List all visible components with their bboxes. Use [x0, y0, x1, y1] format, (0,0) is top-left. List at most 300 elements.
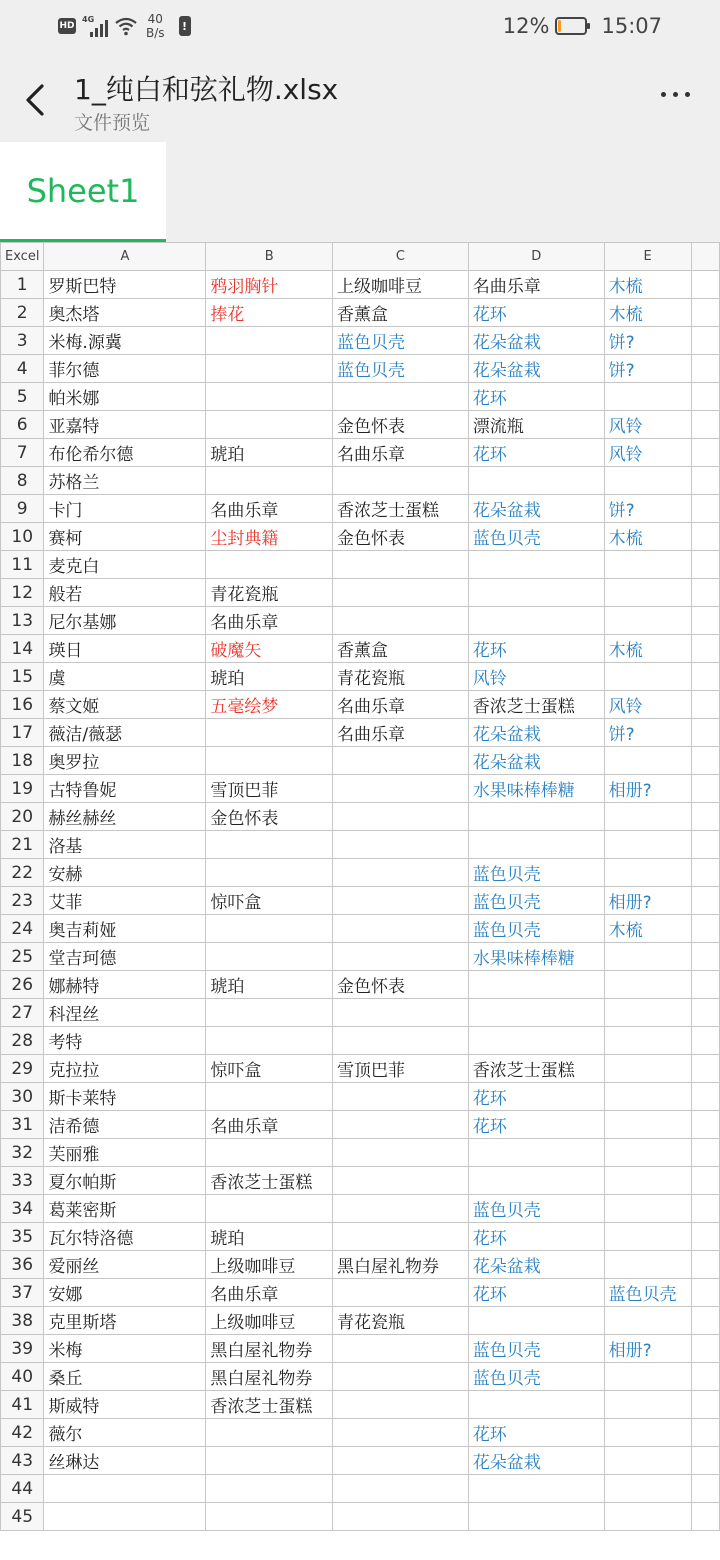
- cell-b[interactable]: 琥珀: [206, 439, 333, 467]
- cell-b[interactable]: [206, 1475, 333, 1503]
- cell-e[interactable]: [604, 999, 691, 1027]
- cell-b[interactable]: [206, 411, 333, 439]
- cell-c[interactable]: [333, 607, 469, 635]
- cell-a[interactable]: 蔡文姬: [44, 691, 206, 719]
- cell-b[interactable]: 捧花: [206, 299, 333, 327]
- cell-f[interactable]: [691, 495, 719, 523]
- row-header[interactable]: 28: [1, 1027, 44, 1055]
- cell-d[interactable]: [468, 831, 604, 859]
- cell-d[interactable]: 花环: [468, 439, 604, 467]
- cell-f[interactable]: [691, 803, 719, 831]
- row-header[interactable]: 43: [1, 1447, 44, 1475]
- cell-a[interactable]: 奥罗拉: [44, 747, 206, 775]
- cell-c[interactable]: [333, 1083, 469, 1111]
- cell-d[interactable]: 花环: [468, 1419, 604, 1447]
- cell-a[interactable]: 米梅: [44, 1335, 206, 1363]
- back-button[interactable]: [18, 78, 54, 122]
- cell-d[interactable]: [468, 999, 604, 1027]
- cell-e[interactable]: [604, 551, 691, 579]
- cell-e[interactable]: [604, 971, 691, 999]
- cell-f[interactable]: [691, 1475, 719, 1503]
- cell-e[interactable]: 饼?: [604, 719, 691, 747]
- cell-d[interactable]: 花环: [468, 1223, 604, 1251]
- cell-b[interactable]: [206, 1503, 333, 1531]
- cell-b[interactable]: 破魔矢: [206, 635, 333, 663]
- column-header-b[interactable]: B: [206, 243, 333, 271]
- cell-a[interactable]: 洁希德: [44, 1111, 206, 1139]
- cell-a[interactable]: 瓦尔特洛德: [44, 1223, 206, 1251]
- row-header[interactable]: 41: [1, 1391, 44, 1419]
- cell-e[interactable]: 相册?: [604, 887, 691, 915]
- cell-e[interactable]: 蓝色贝壳: [604, 1279, 691, 1307]
- cell-b[interactable]: [206, 467, 333, 495]
- cell-f[interactable]: [691, 439, 719, 467]
- cell-f[interactable]: [691, 1307, 719, 1335]
- cell-c[interactable]: [333, 803, 469, 831]
- cell-c[interactable]: [333, 775, 469, 803]
- cell-c[interactable]: [333, 467, 469, 495]
- cell-c[interactable]: 金色怀表: [333, 523, 469, 551]
- row-header[interactable]: 10: [1, 523, 44, 551]
- cell-d[interactable]: [468, 467, 604, 495]
- row-header[interactable]: 35: [1, 1223, 44, 1251]
- cell-c[interactable]: 上级咖啡豆: [333, 271, 469, 299]
- cell-e[interactable]: [604, 1363, 691, 1391]
- cell-e[interactable]: 饼?: [604, 327, 691, 355]
- cell-a[interactable]: 奥杰塔: [44, 299, 206, 327]
- cell-d[interactable]: 花环: [468, 1083, 604, 1111]
- cell-e[interactable]: [604, 383, 691, 411]
- cell-b[interactable]: 金色怀表: [206, 803, 333, 831]
- cell-d[interactable]: 水果味棒棒糖: [468, 943, 604, 971]
- cell-a[interactable]: 科涅丝: [44, 999, 206, 1027]
- row-header[interactable]: 26: [1, 971, 44, 999]
- cell-a[interactable]: 赫丝赫丝: [44, 803, 206, 831]
- cell-f[interactable]: [691, 1195, 719, 1223]
- cell-d[interactable]: 花环: [468, 1111, 604, 1139]
- cell-a[interactable]: 亚嘉特: [44, 411, 206, 439]
- cell-e[interactable]: [604, 1503, 691, 1531]
- cell-d[interactable]: 漂流瓶: [468, 411, 604, 439]
- cell-d[interactable]: 花朵盆栽: [468, 747, 604, 775]
- row-header[interactable]: 27: [1, 999, 44, 1027]
- cell-f[interactable]: [691, 523, 719, 551]
- cell-e[interactable]: 木梳: [604, 523, 691, 551]
- cell-f[interactable]: [691, 747, 719, 775]
- cell-e[interactable]: [604, 943, 691, 971]
- row-header[interactable]: 23: [1, 887, 44, 915]
- cell-b[interactable]: 黑白屋礼物券: [206, 1363, 333, 1391]
- row-header[interactable]: 11: [1, 551, 44, 579]
- cell-f[interactable]: [691, 355, 719, 383]
- row-header[interactable]: 36: [1, 1251, 44, 1279]
- cell-b[interactable]: [206, 1447, 333, 1475]
- cell-e[interactable]: 木梳: [604, 299, 691, 327]
- cell-c[interactable]: [333, 1391, 469, 1419]
- cell-b[interactable]: 名曲乐章: [206, 495, 333, 523]
- cell-b[interactable]: [206, 1419, 333, 1447]
- cell-c[interactable]: [333, 1223, 469, 1251]
- cell-b[interactable]: 香浓芝士蛋糕: [206, 1167, 333, 1195]
- row-header[interactable]: 16: [1, 691, 44, 719]
- cell-a[interactable]: 瑛日: [44, 635, 206, 663]
- cell-b[interactable]: 惊吓盒: [206, 887, 333, 915]
- row-header[interactable]: 6: [1, 411, 44, 439]
- cell-d[interactable]: 名曲乐章: [468, 271, 604, 299]
- cell-a[interactable]: 帕米娜: [44, 383, 206, 411]
- cell-d[interactable]: 花环: [468, 635, 604, 663]
- cell-a[interactable]: 克里斯塔: [44, 1307, 206, 1335]
- cell-e[interactable]: 木梳: [604, 635, 691, 663]
- cell-f[interactable]: [691, 467, 719, 495]
- cell-d[interactable]: 蓝色贝壳: [468, 1195, 604, 1223]
- cell-e[interactable]: [604, 1083, 691, 1111]
- cell-e[interactable]: 饼?: [604, 355, 691, 383]
- cell-f[interactable]: [691, 971, 719, 999]
- cell-b[interactable]: [206, 915, 333, 943]
- cell-d[interactable]: 香浓芝士蛋糕: [468, 1055, 604, 1083]
- cell-a[interactable]: 娜赫特: [44, 971, 206, 999]
- cell-a[interactable]: 芙丽雅: [44, 1139, 206, 1167]
- row-header[interactable]: 29: [1, 1055, 44, 1083]
- cell-d[interactable]: 花朵盆栽: [468, 719, 604, 747]
- column-header-c[interactable]: C: [333, 243, 469, 271]
- cell-b[interactable]: 惊吓盒: [206, 1055, 333, 1083]
- cell-e[interactable]: [604, 1027, 691, 1055]
- cell-a[interactable]: 卡门: [44, 495, 206, 523]
- cell-c[interactable]: [333, 1335, 469, 1363]
- cell-c[interactable]: [333, 579, 469, 607]
- cell-e[interactable]: [604, 747, 691, 775]
- cell-b[interactable]: [206, 551, 333, 579]
- cell-e[interactable]: [604, 1419, 691, 1447]
- row-header[interactable]: 7: [1, 439, 44, 467]
- cell-d[interactable]: [468, 1475, 604, 1503]
- cell-c[interactable]: [333, 1195, 469, 1223]
- cell-a[interactable]: 虞: [44, 663, 206, 691]
- cell-d[interactable]: 蓝色贝壳: [468, 523, 604, 551]
- cell-e[interactable]: [604, 1391, 691, 1419]
- row-header[interactable]: 39: [1, 1335, 44, 1363]
- cell-e[interactable]: [604, 859, 691, 887]
- row-header[interactable]: 45: [1, 1503, 44, 1531]
- row-header[interactable]: 15: [1, 663, 44, 691]
- cell-f[interactable]: [691, 1083, 719, 1111]
- cell-e[interactable]: [604, 1223, 691, 1251]
- cell-d[interactable]: 香浓芝士蛋糕: [468, 691, 604, 719]
- cell-c[interactable]: 名曲乐章: [333, 719, 469, 747]
- cell-e[interactable]: 相册?: [604, 1335, 691, 1363]
- cell-c[interactable]: 蓝色贝壳: [333, 327, 469, 355]
- cell-c[interactable]: 金色怀表: [333, 971, 469, 999]
- cell-d[interactable]: 蓝色贝壳: [468, 915, 604, 943]
- cell-e[interactable]: [604, 831, 691, 859]
- cell-f[interactable]: [691, 1167, 719, 1195]
- cell-f[interactable]: [691, 579, 719, 607]
- cell-a[interactable]: [44, 1475, 206, 1503]
- cell-b[interactable]: [206, 999, 333, 1027]
- cell-f[interactable]: [691, 831, 719, 859]
- cell-b[interactable]: [206, 327, 333, 355]
- cell-c[interactable]: [333, 1279, 469, 1307]
- cell-b[interactable]: 名曲乐章: [206, 1111, 333, 1139]
- cell-b[interactable]: 名曲乐章: [206, 607, 333, 635]
- row-header[interactable]: 44: [1, 1475, 44, 1503]
- row-header[interactable]: 31: [1, 1111, 44, 1139]
- column-header-f[interactable]: [691, 243, 719, 271]
- tab-sheet1[interactable]: [0, 142, 166, 242]
- cell-c[interactable]: 名曲乐章: [333, 691, 469, 719]
- cell-c[interactable]: [333, 1111, 469, 1139]
- cell-c[interactable]: 香浓芝士蛋糕: [333, 495, 469, 523]
- cell-f[interactable]: [691, 859, 719, 887]
- cell-d[interactable]: 花朵盆栽: [468, 327, 604, 355]
- cell-d[interactable]: [468, 1027, 604, 1055]
- row-header[interactable]: 17: [1, 719, 44, 747]
- cell-a[interactable]: 薇尔: [44, 1419, 206, 1447]
- row-header[interactable]: 38: [1, 1307, 44, 1335]
- row-header[interactable]: 9: [1, 495, 44, 523]
- row-header[interactable]: 24: [1, 915, 44, 943]
- cell-b[interactable]: [206, 943, 333, 971]
- cell-f[interactable]: [691, 411, 719, 439]
- row-header[interactable]: 25: [1, 943, 44, 971]
- cell-b[interactable]: [206, 1139, 333, 1167]
- cell-f[interactable]: [691, 1223, 719, 1251]
- cell-b[interactable]: [206, 719, 333, 747]
- cell-c[interactable]: 香薰盒: [333, 635, 469, 663]
- cell-d[interactable]: 花朵盆栽: [468, 1447, 604, 1475]
- cell-c[interactable]: 名曲乐章: [333, 439, 469, 467]
- cell-d[interactable]: [468, 1391, 604, 1419]
- cell-a[interactable]: 洛基: [44, 831, 206, 859]
- cell-d[interactable]: 水果味棒棒糖: [468, 775, 604, 803]
- cell-d[interactable]: [468, 1503, 604, 1531]
- cell-b[interactable]: [206, 747, 333, 775]
- cell-d[interactable]: 花朵盆栽: [468, 495, 604, 523]
- cell-b[interactable]: [206, 1027, 333, 1055]
- cell-f[interactable]: [691, 299, 719, 327]
- cell-c[interactable]: [333, 747, 469, 775]
- cell-f[interactable]: [691, 887, 719, 915]
- cell-a[interactable]: 米梅.源冀: [44, 327, 206, 355]
- cell-d[interactable]: [468, 551, 604, 579]
- row-header[interactable]: 20: [1, 803, 44, 831]
- cell-b[interactable]: 黑白屋礼物券: [206, 1335, 333, 1363]
- row-header[interactable]: 33: [1, 1167, 44, 1195]
- cell-c[interactable]: [333, 1027, 469, 1055]
- spreadsheet-grid[interactable]: [0, 242, 720, 1560]
- cell-f[interactable]: [691, 1503, 719, 1531]
- cell-d[interactable]: [468, 579, 604, 607]
- cell-a[interactable]: 夏尔帕斯: [44, 1167, 206, 1195]
- cell-c[interactable]: [333, 1363, 469, 1391]
- column-header-d[interactable]: D: [468, 243, 604, 271]
- cell-f[interactable]: [691, 1027, 719, 1055]
- row-header[interactable]: 21: [1, 831, 44, 859]
- cell-a[interactable]: 布伦希尔德: [44, 439, 206, 467]
- cell-e[interactable]: [604, 1447, 691, 1475]
- row-header[interactable]: 22: [1, 859, 44, 887]
- cell-f[interactable]: [691, 1139, 719, 1167]
- cell-e[interactable]: [604, 1167, 691, 1195]
- cell-a[interactable]: 赛柯: [44, 523, 206, 551]
- cell-b[interactable]: 上级咖啡豆: [206, 1307, 333, 1335]
- cell-a[interactable]: 考特: [44, 1027, 206, 1055]
- cell-b[interactable]: 鸦羽胸针: [206, 271, 333, 299]
- cell-a[interactable]: 罗斯巴特: [44, 271, 206, 299]
- cell-d[interactable]: [468, 971, 604, 999]
- cell-f[interactable]: [691, 383, 719, 411]
- cell-f[interactable]: [691, 691, 719, 719]
- cell-d[interactable]: 蓝色贝壳: [468, 1363, 604, 1391]
- more-options-button[interactable]: [661, 92, 690, 97]
- cell-e[interactable]: [604, 1251, 691, 1279]
- cell-f[interactable]: [691, 635, 719, 663]
- row-header[interactable]: 34: [1, 1195, 44, 1223]
- cell-a[interactable]: 麦克白: [44, 551, 206, 579]
- cell-b[interactable]: [206, 1195, 333, 1223]
- cell-c[interactable]: 黑白屋礼物券: [333, 1251, 469, 1279]
- cell-b[interactable]: 青花瓷瓶: [206, 579, 333, 607]
- cell-e[interactable]: 饼?: [604, 495, 691, 523]
- cell-e[interactable]: [604, 1307, 691, 1335]
- cell-b[interactable]: [206, 355, 333, 383]
- cell-c[interactable]: 雪顶巴菲: [333, 1055, 469, 1083]
- cell-a[interactable]: 薇洁/薇瑟: [44, 719, 206, 747]
- cell-d[interactable]: 花环: [468, 383, 604, 411]
- cell-d[interactable]: 蓝色贝壳: [468, 887, 604, 915]
- cell-a[interactable]: [44, 1503, 206, 1531]
- cell-d[interactable]: [468, 1139, 604, 1167]
- cell-b[interactable]: [206, 1083, 333, 1111]
- cell-e[interactable]: [604, 1195, 691, 1223]
- cell-f[interactable]: [691, 1279, 719, 1307]
- cell-f[interactable]: [691, 1055, 719, 1083]
- cell-d[interactable]: 风铃: [468, 663, 604, 691]
- row-header[interactable]: 40: [1, 1363, 44, 1391]
- cell-f[interactable]: [691, 1251, 719, 1279]
- cell-d[interactable]: 花朵盆栽: [468, 355, 604, 383]
- cell-d[interactable]: 蓝色贝壳: [468, 859, 604, 887]
- row-header[interactable]: 3: [1, 327, 44, 355]
- cell-a[interactable]: 般若: [44, 579, 206, 607]
- corner-cell[interactable]: Excel: [1, 243, 44, 271]
- cell-c[interactable]: 金色怀表: [333, 411, 469, 439]
- cell-f[interactable]: [691, 1419, 719, 1447]
- cell-f[interactable]: [691, 915, 719, 943]
- cell-f[interactable]: [691, 999, 719, 1027]
- cell-c[interactable]: [333, 915, 469, 943]
- row-header[interactable]: 37: [1, 1279, 44, 1307]
- row-header[interactable]: 18: [1, 747, 44, 775]
- cell-c[interactable]: [333, 943, 469, 971]
- cell-d[interactable]: [468, 607, 604, 635]
- cell-c[interactable]: [333, 887, 469, 915]
- column-header-a[interactable]: A: [44, 243, 206, 271]
- cell-a[interactable]: 安赫: [44, 859, 206, 887]
- column-header-e[interactable]: E: [604, 243, 691, 271]
- cell-f[interactable]: [691, 551, 719, 579]
- cell-b[interactable]: 琥珀: [206, 971, 333, 999]
- cell-e[interactable]: [604, 803, 691, 831]
- cell-b[interactable]: 五毫绘梦: [206, 691, 333, 719]
- cell-d[interactable]: 花朵盆栽: [468, 1251, 604, 1279]
- cell-c[interactable]: 蓝色贝壳: [333, 355, 469, 383]
- cell-e[interactable]: 相册?: [604, 775, 691, 803]
- cell-d[interactable]: [468, 803, 604, 831]
- cell-c[interactable]: 青花瓷瓶: [333, 663, 469, 691]
- cell-d[interactable]: [468, 1167, 604, 1195]
- cell-e[interactable]: 木梳: [604, 915, 691, 943]
- cell-a[interactable]: 古特鲁妮: [44, 775, 206, 803]
- cell-e[interactable]: [604, 467, 691, 495]
- row-header[interactable]: 8: [1, 467, 44, 495]
- cell-f[interactable]: [691, 1363, 719, 1391]
- cell-a[interactable]: 爱丽丝: [44, 1251, 206, 1279]
- cell-c[interactable]: [333, 859, 469, 887]
- cell-e[interactable]: [604, 1475, 691, 1503]
- cell-a[interactable]: 苏格兰: [44, 467, 206, 495]
- cell-f[interactable]: [691, 1335, 719, 1363]
- cell-f[interactable]: [691, 775, 719, 803]
- cell-f[interactable]: [691, 719, 719, 747]
- cell-b[interactable]: 香浓芝士蛋糕: [206, 1391, 333, 1419]
- cell-c[interactable]: [333, 1503, 469, 1531]
- row-header[interactable]: 14: [1, 635, 44, 663]
- cell-a[interactable]: 艾菲: [44, 887, 206, 915]
- cell-c[interactable]: [333, 383, 469, 411]
- cell-a[interactable]: 堂吉珂德: [44, 943, 206, 971]
- cell-e[interactable]: [604, 663, 691, 691]
- row-header[interactable]: 19: [1, 775, 44, 803]
- cell-a[interactable]: 尼尔基娜: [44, 607, 206, 635]
- cell-c[interactable]: [333, 1139, 469, 1167]
- cell-c[interactable]: [333, 1167, 469, 1195]
- cell-d[interactable]: 花环: [468, 299, 604, 327]
- cell-a[interactable]: 斯卡莱特: [44, 1083, 206, 1111]
- cell-e[interactable]: 木梳: [604, 271, 691, 299]
- row-header[interactable]: 42: [1, 1419, 44, 1447]
- row-header[interactable]: 5: [1, 383, 44, 411]
- cell-a[interactable]: 斯威特: [44, 1391, 206, 1419]
- cell-a[interactable]: 桑丘: [44, 1363, 206, 1391]
- cell-a[interactable]: 克拉拉: [44, 1055, 206, 1083]
- row-header[interactable]: 13: [1, 607, 44, 635]
- cell-a[interactable]: 菲尔德: [44, 355, 206, 383]
- cell-f[interactable]: [691, 327, 719, 355]
- cell-b[interactable]: 琥珀: [206, 663, 333, 691]
- cell-b[interactable]: 琥珀: [206, 1223, 333, 1251]
- cell-b[interactable]: [206, 859, 333, 887]
- row-header[interactable]: 4: [1, 355, 44, 383]
- cell-a[interactable]: 奥吉莉娅: [44, 915, 206, 943]
- row-header[interactable]: 2: [1, 299, 44, 327]
- cell-e[interactable]: [604, 607, 691, 635]
- cell-c[interactable]: [333, 1447, 469, 1475]
- cell-b[interactable]: [206, 383, 333, 411]
- cell-f[interactable]: [691, 663, 719, 691]
- cell-e[interactable]: [604, 1111, 691, 1139]
- row-header[interactable]: 1: [1, 271, 44, 299]
- cell-e[interactable]: [604, 1055, 691, 1083]
- cell-f[interactable]: [691, 1111, 719, 1139]
- cell-c[interactable]: [333, 1419, 469, 1447]
- row-header[interactable]: 12: [1, 579, 44, 607]
- row-header[interactable]: 32: [1, 1139, 44, 1167]
- cell-f[interactable]: [691, 607, 719, 635]
- cell-e[interactable]: 风铃: [604, 691, 691, 719]
